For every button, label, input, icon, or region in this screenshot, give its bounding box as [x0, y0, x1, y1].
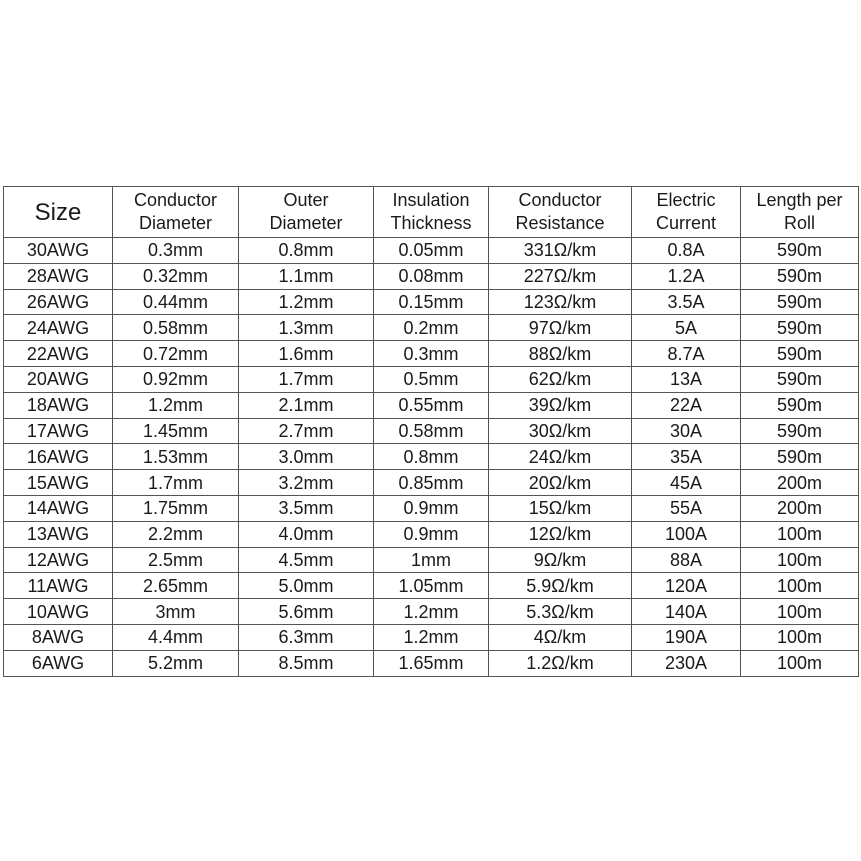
cell-conductor-resistance: 227Ω/km [489, 263, 632, 289]
cell-electric-current: 30A [632, 418, 741, 444]
cell-conductor-diameter: 0.3mm [113, 238, 239, 264]
cell-conductor-diameter: 2.5mm [113, 547, 239, 573]
cell-outer-diameter: 0.8mm [239, 238, 374, 264]
cell-conductor-resistance: 123Ω/km [489, 289, 632, 315]
header-line: Conductor [518, 190, 602, 210]
cell-length-per-roll: 100m [741, 547, 859, 573]
table-row [4, 444, 859, 470]
cell-length-per-roll: 590m [741, 238, 859, 264]
cell-size: 16AWG [4, 444, 113, 470]
cell-conductor-diameter: 4.4mm [113, 624, 239, 650]
table-row [4, 341, 859, 367]
header-conductor-diameter [113, 187, 239, 238]
header-electric-current [632, 187, 741, 238]
cell-conductor-diameter: 0.44mm [113, 289, 239, 315]
cell-size: 14AWG [4, 495, 113, 521]
cell-insulation-thickness: 0.85mm [374, 470, 489, 496]
header-line: Thickness [390, 213, 472, 233]
cell-outer-diameter: 6.3mm [239, 624, 374, 650]
header-line: Conductor [133, 190, 218, 210]
table-row [4, 238, 859, 264]
cell-size: 15AWG [4, 470, 113, 496]
header-line: Roll [783, 213, 815, 233]
cell-outer-diameter: 2.1mm [239, 392, 374, 418]
cell-conductor-resistance: 9Ω/km [489, 547, 632, 573]
cell-outer-diameter: 2.7mm [239, 418, 374, 444]
table-row [4, 547, 859, 573]
header-line: Resistance [515, 213, 605, 233]
cell-outer-diameter: 3.5mm [239, 495, 374, 521]
cell-electric-current: 8.7A [632, 341, 741, 367]
cell-size: 18AWG [4, 392, 113, 418]
cell-electric-current: 0.8A [632, 238, 741, 264]
cell-conductor-diameter: 1.53mm [113, 444, 239, 470]
table-body [4, 238, 859, 677]
cell-electric-current: 230A [632, 650, 741, 676]
cell-conductor-resistance: 4Ω/km [489, 624, 632, 650]
cell-length-per-roll: 200m [741, 495, 859, 521]
cell-outer-diameter: 1.1mm [239, 263, 374, 289]
cell-outer-diameter: 8.5mm [239, 650, 374, 676]
cell-length-per-roll: 590m [741, 366, 859, 392]
cell-conductor-resistance: 5.9Ω/km [489, 573, 632, 599]
cell-size: 20AWG [4, 366, 113, 392]
cell-size: 22AWG [4, 341, 113, 367]
cell-insulation-thickness: 0.9mm [374, 521, 489, 547]
cell-length-per-roll: 200m [741, 470, 859, 496]
cell-electric-current: 55A [632, 495, 741, 521]
cell-insulation-thickness: 0.55mm [374, 392, 489, 418]
cell-conductor-resistance: 1.2Ω/km [489, 650, 632, 676]
cell-insulation-thickness: 0.05mm [374, 238, 489, 264]
cell-length-per-roll: 590m [741, 263, 859, 289]
cell-insulation-thickness: 1.05mm [374, 573, 489, 599]
header-line: Electric [656, 190, 716, 210]
table-row [4, 470, 859, 496]
cell-length-per-roll: 590m [741, 289, 859, 315]
cell-conductor-resistance: 12Ω/km [489, 521, 632, 547]
cell-outer-diameter: 5.0mm [239, 573, 374, 599]
header-line: Size [34, 198, 82, 226]
header-line: Diameter [269, 213, 343, 233]
header-conductor-resistance [489, 187, 632, 238]
cell-insulation-thickness: 1.65mm [374, 650, 489, 676]
cell-size: 30AWG [4, 238, 113, 264]
cell-size: 24AWG [4, 315, 113, 341]
table-row [4, 289, 859, 315]
cell-conductor-resistance: 62Ω/km [489, 366, 632, 392]
cell-electric-current: 45A [632, 470, 741, 496]
cell-electric-current: 140A [632, 599, 741, 625]
cell-conductor-resistance: 39Ω/km [489, 392, 632, 418]
cell-size: 28AWG [4, 263, 113, 289]
table-row [4, 521, 859, 547]
cell-conductor-resistance: 331Ω/km [489, 238, 632, 264]
cell-length-per-roll: 590m [741, 341, 859, 367]
cell-conductor-resistance: 30Ω/km [489, 418, 632, 444]
cell-conductor-diameter: 3mm [113, 599, 239, 625]
cell-outer-diameter: 1.2mm [239, 289, 374, 315]
cell-insulation-thickness: 1mm [374, 547, 489, 573]
cell-outer-diameter: 1.6mm [239, 341, 374, 367]
cell-size: 12AWG [4, 547, 113, 573]
cell-size: 26AWG [4, 289, 113, 315]
cell-conductor-diameter: 1.75mm [113, 495, 239, 521]
cell-electric-current: 190A [632, 624, 741, 650]
cell-conductor-diameter: 0.72mm [113, 341, 239, 367]
header-outer-diameter [239, 187, 374, 238]
header-length-per-roll [741, 187, 859, 238]
cell-length-per-roll: 100m [741, 521, 859, 547]
cell-conductor-resistance: 20Ω/km [489, 470, 632, 496]
table-row [4, 495, 859, 521]
table-row [4, 418, 859, 444]
cell-conductor-diameter: 2.65mm [113, 573, 239, 599]
cell-size: 8AWG [4, 624, 113, 650]
cell-insulation-thickness: 0.2mm [374, 315, 489, 341]
cell-insulation-thickness: 1.2mm [374, 624, 489, 650]
cell-size: 17AWG [4, 418, 113, 444]
header-line: Diameter [138, 213, 213, 233]
table-row [4, 573, 859, 599]
cell-conductor-resistance: 97Ω/km [489, 315, 632, 341]
cell-conductor-diameter: 1.7mm [113, 470, 239, 496]
cell-length-per-roll: 100m [741, 573, 859, 599]
cell-outer-diameter: 1.7mm [239, 366, 374, 392]
cell-outer-diameter: 4.0mm [239, 521, 374, 547]
cell-conductor-diameter: 0.58mm [113, 315, 239, 341]
cell-length-per-roll: 590m [741, 315, 859, 341]
cell-electric-current: 3.5A [632, 289, 741, 315]
cell-length-per-roll: 100m [741, 650, 859, 676]
cell-electric-current: 35A [632, 444, 741, 470]
cell-length-per-roll: 590m [741, 444, 859, 470]
cell-insulation-thickness: 0.08mm [374, 263, 489, 289]
cell-outer-diameter: 3.2mm [239, 470, 374, 496]
cell-conductor-resistance: 24Ω/km [489, 444, 632, 470]
cell-conductor-diameter: 1.45mm [113, 418, 239, 444]
cell-conductor-diameter: 2.2mm [113, 521, 239, 547]
cell-insulation-thickness: 0.3mm [374, 341, 489, 367]
table-row [4, 392, 859, 418]
header-row [4, 187, 859, 238]
cell-conductor-resistance: 15Ω/km [489, 495, 632, 521]
table-row [4, 263, 859, 289]
cell-size: 13AWG [4, 521, 113, 547]
cell-electric-current: 120A [632, 573, 741, 599]
header-line: Insulation [392, 190, 470, 210]
header-line: Outer [283, 190, 329, 210]
cell-conductor-resistance: 5.3Ω/km [489, 599, 632, 625]
wire-spec-table [3, 186, 859, 677]
header-size [4, 187, 113, 238]
cell-electric-current: 22A [632, 392, 741, 418]
cell-length-per-roll: 590m [741, 418, 859, 444]
cell-outer-diameter: 3.0mm [239, 444, 374, 470]
table-row [4, 599, 859, 625]
table-row [4, 366, 859, 392]
cell-length-per-roll: 100m [741, 599, 859, 625]
cell-insulation-thickness: 0.58mm [374, 418, 489, 444]
header-insulation-thickness [374, 187, 489, 238]
cell-conductor-diameter: 5.2mm [113, 650, 239, 676]
table-row [4, 315, 859, 341]
cell-conductor-resistance: 88Ω/km [489, 341, 632, 367]
cell-conductor-diameter: 1.2mm [113, 392, 239, 418]
cell-insulation-thickness: 0.5mm [374, 366, 489, 392]
cell-length-per-roll: 590m [741, 392, 859, 418]
cell-conductor-diameter: 0.32mm [113, 263, 239, 289]
cell-size: 10AWG [4, 599, 113, 625]
cell-size: 6AWG [4, 650, 113, 676]
cell-conductor-diameter: 0.92mm [113, 366, 239, 392]
cell-electric-current: 5A [632, 315, 741, 341]
cell-outer-diameter: 5.6mm [239, 599, 374, 625]
cell-electric-current: 88A [632, 547, 741, 573]
cell-outer-diameter: 1.3mm [239, 315, 374, 341]
table-header [4, 187, 859, 238]
cell-electric-current: 100A [632, 521, 741, 547]
cell-length-per-roll: 100m [741, 624, 859, 650]
cell-outer-diameter: 4.5mm [239, 547, 374, 573]
table-row [4, 624, 859, 650]
cell-insulation-thickness: 0.15mm [374, 289, 489, 315]
header-line: Current [655, 213, 717, 233]
cell-insulation-thickness: 1.2mm [374, 599, 489, 625]
cell-insulation-thickness: 0.9mm [374, 495, 489, 521]
header-line: Length per [756, 190, 843, 210]
cell-electric-current: 13A [632, 366, 741, 392]
table-row [4, 650, 859, 676]
cell-electric-current: 1.2A [632, 263, 741, 289]
cell-insulation-thickness: 0.8mm [374, 444, 489, 470]
cell-size: 11AWG [4, 573, 113, 599]
